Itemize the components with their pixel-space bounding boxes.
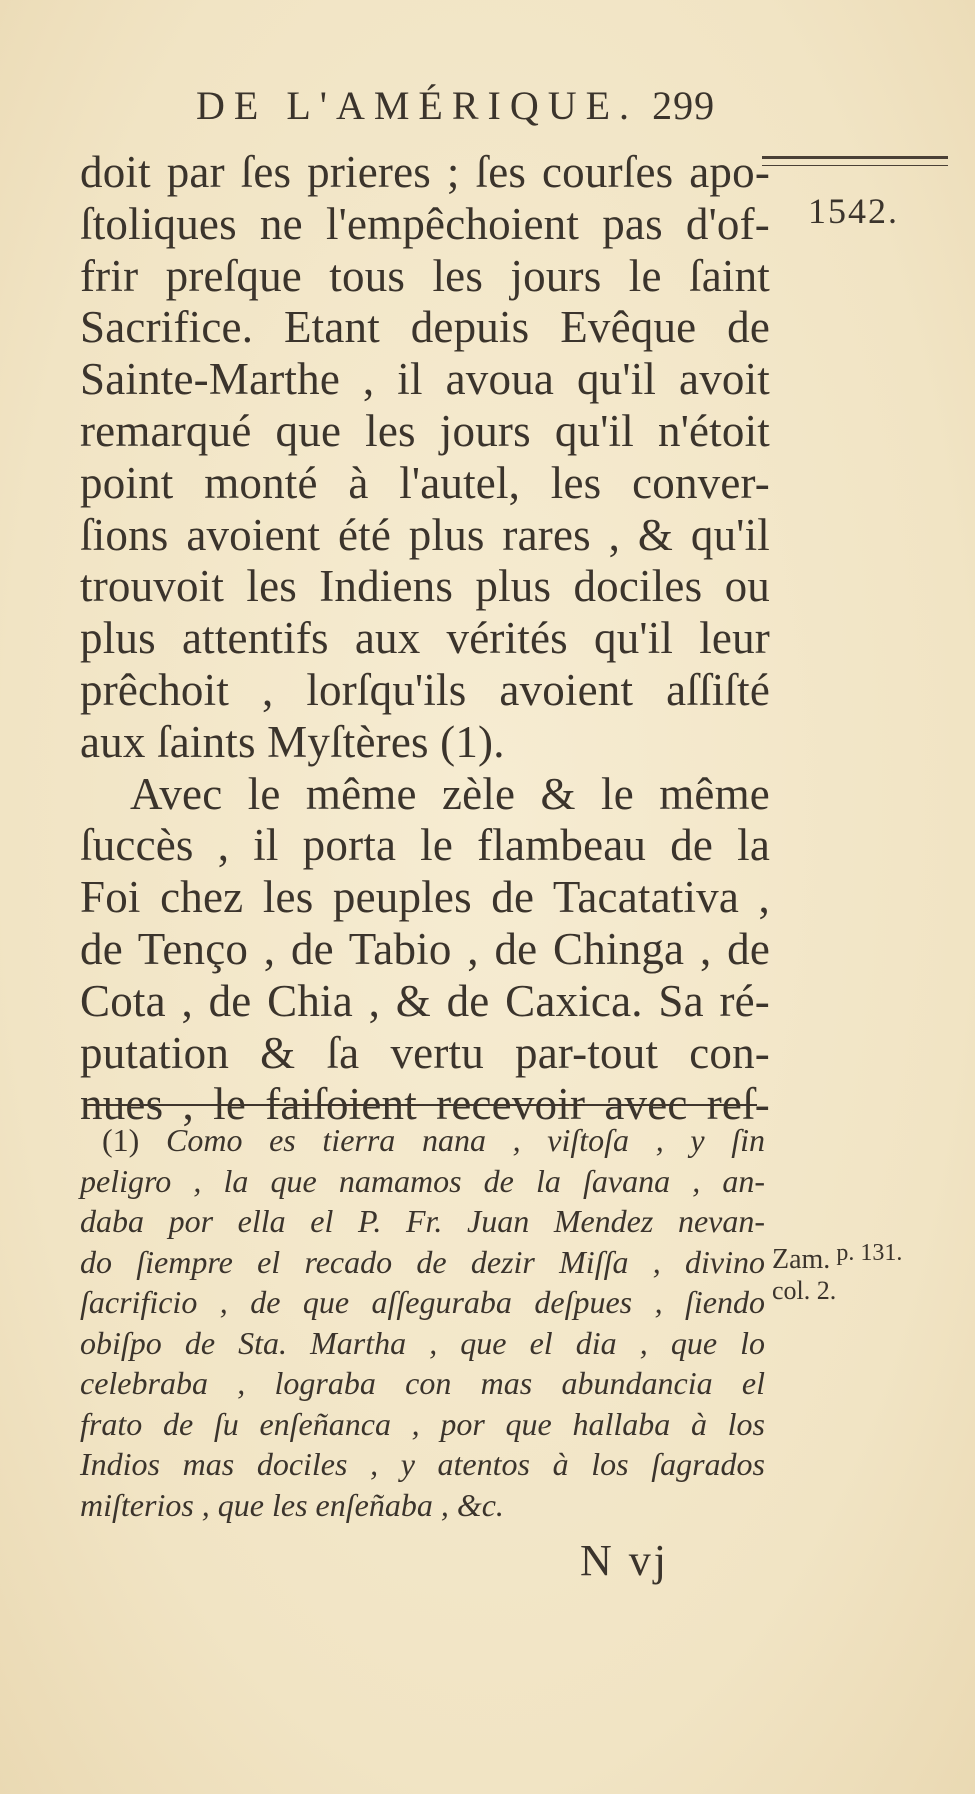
footnote-number: (1) bbox=[102, 1122, 140, 1158]
text-line: remarqué que les jours qu'il n'étoit bbox=[80, 405, 770, 456]
margin-reference bbox=[772, 1240, 903, 1306]
footnote-line: daba por ella el P. Fr. Juan Mendez nevan- bbox=[80, 1203, 765, 1239]
footnote-line-text: Como es tierra nana , viſtoſa , y ſin bbox=[165, 1122, 766, 1158]
footnote-line: frato de ſu enſeñanca , por que hallaba à los bbox=[80, 1405, 765, 1442]
page-number: 299 bbox=[652, 83, 716, 128]
text-line: Foi chez les peuples de Tacatativa , bbox=[80, 872, 770, 923]
margin-reference-column: col. 2. bbox=[772, 1276, 837, 1305]
text-line: Sacrifice. Etant depuis Evêque de bbox=[80, 302, 770, 353]
margin-reference-page: p. 131. bbox=[836, 1240, 903, 1266]
text-line: Avec le même zèle & le même bbox=[130, 768, 770, 819]
footnote-line: obiſpo de Sta. Martha , que el dia , que lo bbox=[80, 1324, 765, 1361]
footnote-line: miſterios , que les enſeñaba , &c. bbox=[80, 1486, 504, 1523]
main-text-block bbox=[80, 147, 770, 1131]
text-line: prêchoit , lorſqu'ils avoient aſſiſté bbox=[80, 664, 770, 715]
footnote-line: celebraba , lograba con mas abundancia el bbox=[80, 1365, 765, 1401]
margin-year: 1542. bbox=[808, 191, 899, 231]
margin-ornament-rule bbox=[762, 156, 948, 166]
text-line: ſuccès , il porta le flambeau de la bbox=[80, 820, 770, 871]
footnote bbox=[80, 1120, 765, 1525]
footnote-line: peligro , la que namamos de la ſavana , an- bbox=[80, 1162, 765, 1199]
footnote-line: do ſiempre el recado de dezir Miſſa , divino bbox=[80, 1243, 765, 1280]
footnote-line: Indios mas dociles , y atentos à los ſagrados bbox=[80, 1446, 765, 1482]
text-line: ſtoliques ne l'empêchoient pas d'of- bbox=[80, 198, 770, 249]
text-line: Sainte-Marthe , il avoua qu'il avoit bbox=[80, 354, 770, 405]
running-header bbox=[196, 82, 776, 142]
text-line: Cota , de Chia , & de Caxica. Sa ré- bbox=[80, 975, 770, 1026]
footnote-line bbox=[80, 1120, 765, 1161]
margin-reference-line bbox=[772, 1240, 903, 1276]
text-line: de Tenço , de Tabio , de Chinga , de bbox=[80, 923, 770, 974]
footnote-rule bbox=[85, 1104, 757, 1106]
signature-mark: N vj bbox=[580, 1536, 669, 1585]
text-line: ſions avoient été plus rares , & qu'il bbox=[80, 509, 770, 560]
margin-reference-author: Zam. bbox=[772, 1244, 831, 1275]
running-title: DE L'AMÉRIQUE. bbox=[196, 83, 639, 128]
text-line: plus attentifs aux vérités qu'il leur bbox=[80, 613, 770, 664]
text-line: frir preſque tous les jours le ſaint bbox=[80, 250, 770, 301]
text-line: doit par ſes prieres ; ſes courſes apo- bbox=[80, 147, 770, 197]
footnote-line: ſacrificio , de que aſſeguraba deſpues , ſiendo bbox=[80, 1284, 765, 1320]
text-line: putation & ſa vertu par-tout con- bbox=[80, 1027, 770, 1078]
text-line: aux ſaints Myſtères (1). bbox=[80, 716, 505, 767]
text-line: nues , le faiſoient recevoir avec reſ- bbox=[80, 1079, 770, 1130]
text-line: point monté à l'autel, les conver- bbox=[80, 457, 770, 508]
text-line: trouvoit les Indiens plus dociles ou bbox=[80, 561, 770, 612]
